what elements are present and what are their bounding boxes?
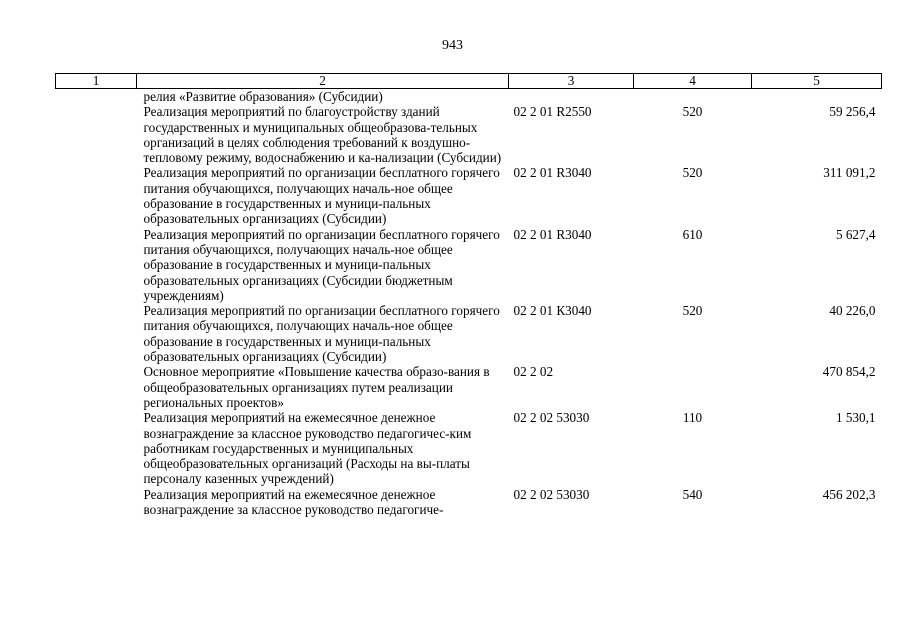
row-expense-type: 520 (682, 165, 703, 181)
row-target-code: 02 2 02 53030 (513, 410, 590, 426)
row-blank-cell (56, 89, 137, 105)
table-row (56, 165, 882, 226)
table-row (56, 303, 882, 364)
row-description: Реализация мероприятий по организации бесплатного горячего питания обучающихся, получающих началь-ное общее образование в государственных и муници-пальных образовательных организациях (Субсидии) (143, 303, 500, 365)
row-amount: 40 226,0 (829, 303, 876, 319)
row-expense-type (634, 364, 752, 410)
row-amount: 456 202,3 (822, 486, 876, 502)
table-body (56, 89, 882, 518)
row-amount: 59 256,4 (829, 104, 876, 120)
column-header-4: 4 (634, 74, 752, 89)
row-description: Основное мероприятие «Повышение качества образо-вания в общеобразовательных организациях путем реализации региональных проектов» (143, 364, 490, 410)
row-blank-cell (56, 487, 137, 518)
row-amount: 311 091,2 (823, 165, 876, 181)
row-blank-cell (56, 303, 137, 364)
table-header-row (56, 74, 882, 89)
row-expense-type: 520 (682, 104, 703, 120)
row-blank-cell (56, 227, 137, 303)
row-description: Реализация мероприятий на ежемесячное денежное вознаграждение за классное руководство педагогичес-ким работникам государственных и муниципальных общеобразовательных организаций (Расходы на вы-платы персоналу казенных учреждений) (143, 410, 472, 487)
row-blank-cell (56, 410, 137, 486)
row-amount: 1 530,1 (835, 410, 876, 426)
row-amount: 470 854,2 (822, 364, 876, 380)
table-row (56, 410, 882, 486)
row-target-code: 02 2 01 R3040 (513, 165, 592, 181)
row-target-code: 02 2 01 R3040 (513, 226, 592, 242)
row-target-code: 02 2 01 R2550 (513, 104, 592, 120)
table-row (56, 104, 882, 165)
row-blank-cell (56, 104, 137, 165)
budget-table (55, 73, 882, 517)
column-header-2: 2 (137, 74, 509, 89)
row-target-code (509, 89, 634, 105)
table-row (56, 364, 882, 410)
table-row (56, 227, 882, 303)
table-row (56, 487, 882, 518)
row-description: Реализация мероприятий по организации бесплатного горячего питания обучающихся, получающих началь-ное общее образование в государственных и муници-пальных образовательных организациях (Субсидии) (143, 165, 500, 227)
row-description: Реализация мероприятий по благоустройству зданий государственных и муниципальных общеобразова-тельных организаций в целях соблюдения требований к воздушно-тепловому режиму, водоснабжению и ка-нализации (Субсидии) (143, 104, 502, 166)
column-header-5: 5 (752, 74, 882, 89)
row-expense-type: 110 (682, 410, 703, 426)
column-header-3: 3 (509, 74, 634, 89)
table-row (56, 89, 882, 105)
row-target-code: 02 2 02 (513, 364, 554, 380)
row-expense-type (634, 89, 752, 105)
row-expense-type: 540 (682, 486, 703, 502)
row-expense-type: 520 (682, 303, 703, 319)
row-blank-cell (56, 364, 137, 410)
row-target-code: 02 2 01 К3040 (513, 303, 592, 319)
row-target-code: 02 2 02 53030 (513, 486, 590, 502)
row-expense-type: 610 (682, 226, 703, 242)
row-amount: 5 627,4 (835, 226, 876, 242)
page-number: 943 (442, 38, 463, 53)
row-blank-cell (56, 165, 137, 226)
row-amount (752, 89, 882, 105)
row-description: релия «Развитие образования» (Субсидии) (143, 89, 383, 104)
row-description: Реализация мероприятий по организации бесплатного горячего питания обучающихся, получающих началь-ное общее образование в государственных и муници-пальных образовательных организациях (Субсидии бюджетным учреждениям) (143, 226, 500, 303)
row-description: Реализация мероприятий на ежемесячное денежное вознаграждение за классное руководство педагогиче- (143, 486, 444, 518)
column-header-1: 1 (56, 74, 137, 89)
